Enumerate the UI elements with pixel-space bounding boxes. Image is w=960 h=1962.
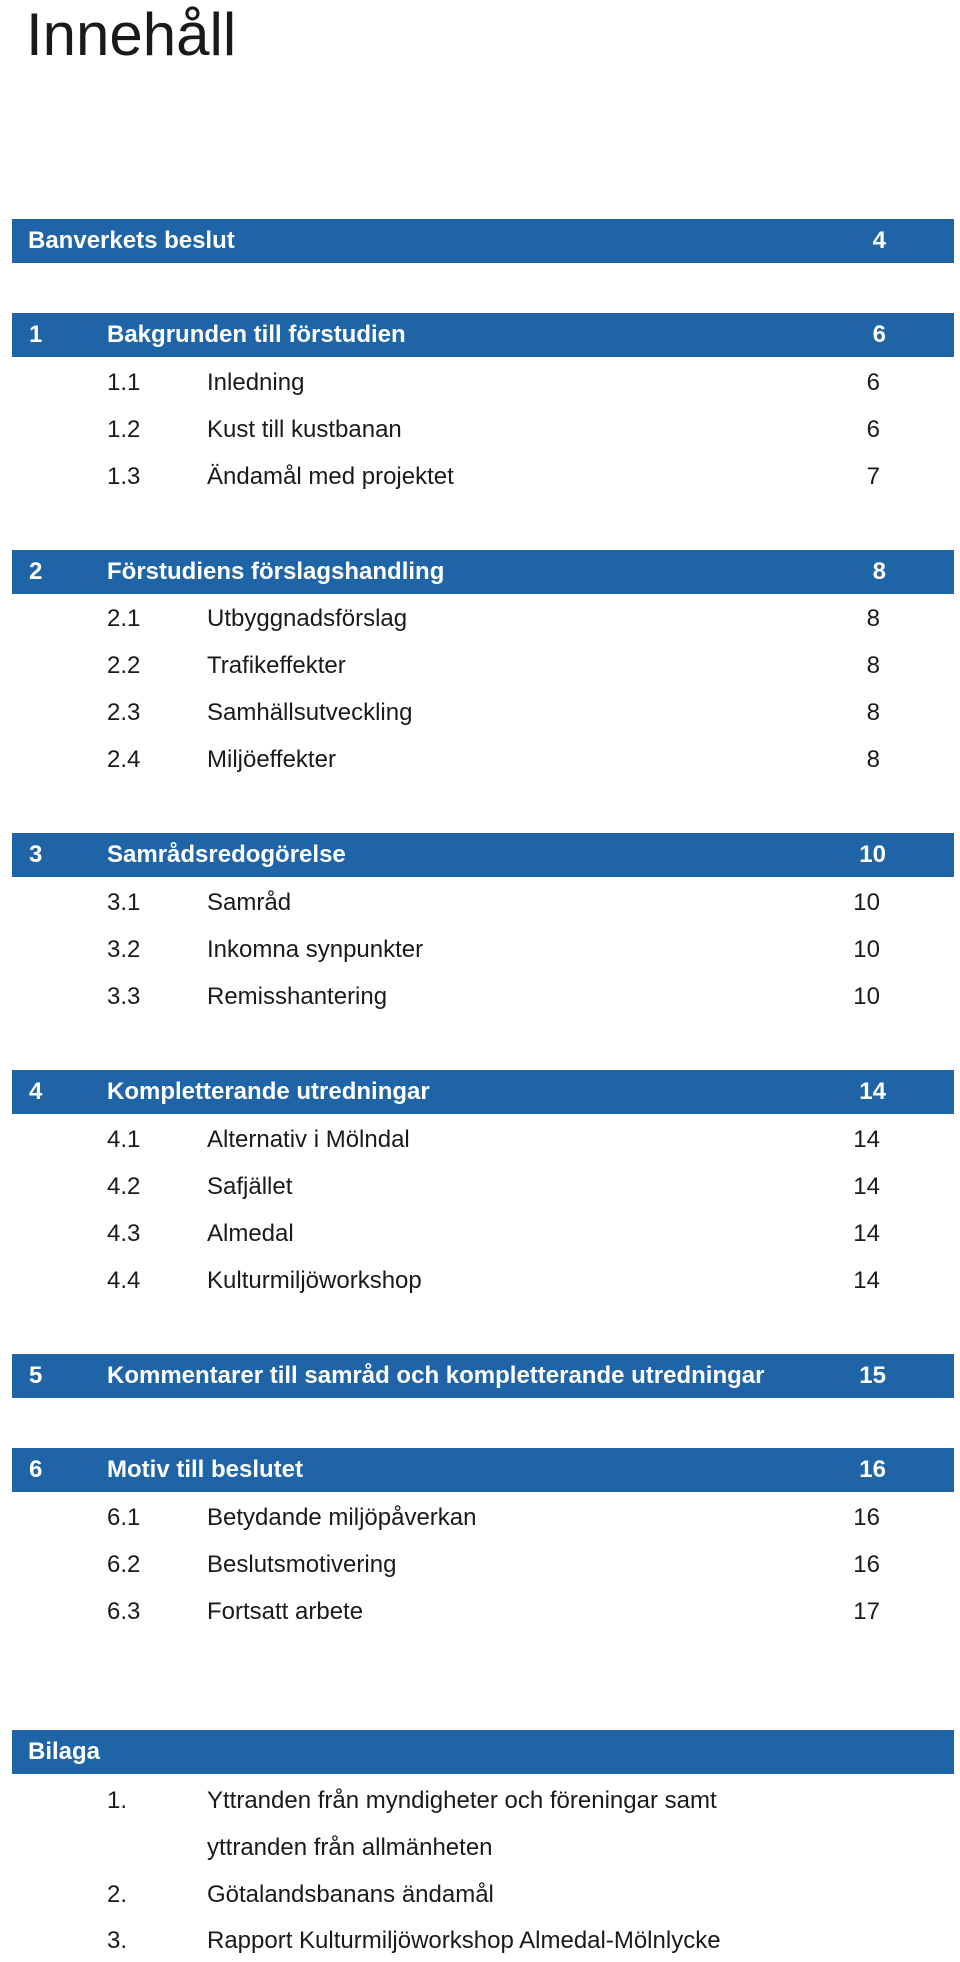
toc-section-label: Samrådsredogörelse: [107, 841, 346, 868]
appendix-item-label: Yttranden från myndigheter och föreningar samt: [207, 1787, 717, 1814]
toc-item-label: Trafikeffekter: [207, 652, 346, 679]
toc-item-label: Miljöeffekter: [207, 746, 336, 773]
toc-item-number: 2.3: [107, 699, 141, 726]
toc-page-number: 14: [859, 1078, 886, 1105]
toc-item-label: Safjället: [207, 1173, 293, 1200]
appendix-item-3[interactable]: [0, 1919, 960, 1962]
toc-page-number: 14: [853, 1173, 880, 1200]
toc-page-number: 14: [853, 1220, 880, 1247]
toc-section-label: Kompletterande utredningar: [107, 1078, 430, 1105]
toc-page-number: 8: [866, 699, 880, 726]
toc-page-number: 6: [866, 369, 880, 396]
toc-page-number: 8: [866, 605, 880, 632]
toc-item-number: 6.2: [107, 1551, 141, 1578]
toc-section-number: 4: [29, 1078, 43, 1105]
appendix-item-number: 3.: [107, 1927, 128, 1954]
toc-item-label: Almedal: [207, 1220, 294, 1247]
toc-section-bilaga[interactable]: [12, 1730, 954, 1774]
toc-item-number: 2.1: [107, 605, 141, 632]
appendix-item-number: 2.: [107, 1881, 128, 1908]
toc-page-number: 10: [859, 841, 886, 868]
toc-page-number: 8: [866, 652, 880, 679]
toc-item-label: Betydande miljöpåverkan: [207, 1504, 477, 1531]
appendix-item-1-continued: [0, 1825, 960, 1871]
toc-item-2-2[interactable]: [0, 643, 960, 689]
toc-item-number: 6.3: [107, 1598, 141, 1625]
toc-page-number: 6: [872, 321, 886, 348]
toc-section-2[interactable]: [12, 550, 954, 594]
toc-item-6-2[interactable]: [0, 1542, 960, 1588]
toc-section-3[interactable]: [12, 833, 954, 877]
toc-item-label: Inkomna synpunkter: [207, 936, 424, 963]
toc-item-number: 4.1: [107, 1126, 141, 1153]
toc-item-label: Utbyggnadsförslag: [207, 605, 408, 632]
toc-item-number: 3.3: [107, 983, 141, 1010]
toc-item-3-1[interactable]: [0, 880, 960, 926]
toc-item-number: 1.1: [107, 369, 141, 396]
appendix-item-label-continued: yttranden från allmänheten: [207, 1834, 493, 1861]
toc-page-number: 10: [853, 936, 880, 963]
toc-section-6[interactable]: [12, 1448, 954, 1492]
page-title: Innehåll: [26, 1, 237, 68]
toc-section-label: Bilaga: [28, 1738, 101, 1765]
toc-item-label: Samhällsutveckling: [207, 699, 413, 726]
toc-item-3-2[interactable]: [0, 927, 960, 973]
toc-item-4-1[interactable]: [0, 1117, 960, 1163]
toc-item-number: 4.4: [107, 1267, 141, 1294]
toc-item-1-1[interactable]: [0, 360, 960, 406]
toc-item-number: 1.3: [107, 463, 141, 490]
appendix-item-label: Rapport Kulturmiljöworkshop Almedal-Mölnlycke: [207, 1927, 721, 1954]
toc-section-4[interactable]: [12, 1070, 954, 1114]
toc-item-number: 3.2: [107, 936, 141, 963]
toc-page-number: 8: [872, 558, 886, 585]
toc-page-number: 8: [866, 746, 880, 773]
appendix-item-number: 1.: [107, 1787, 128, 1814]
toc-item-label: Beslutsmotivering: [207, 1551, 397, 1578]
toc-section-1[interactable]: [12, 313, 954, 357]
toc-item-number: 4.3: [107, 1220, 141, 1247]
toc-page-number: 10: [853, 983, 880, 1010]
toc-page-number: 10: [853, 889, 880, 916]
toc-item-label: Ändamål med projektet: [207, 463, 454, 490]
toc-item-number: 6.1: [107, 1504, 141, 1531]
toc-page-number: 14: [853, 1267, 880, 1294]
appendix-item-label: Götalandsbanans ändamål: [207, 1881, 494, 1908]
toc-item-4-4[interactable]: [0, 1258, 960, 1304]
toc-section-label: Motiv till beslutet: [107, 1456, 304, 1483]
toc-section-number: 6: [29, 1456, 43, 1483]
toc-item-number: 4.2: [107, 1173, 141, 1200]
toc-page-number: 6: [866, 416, 880, 443]
toc-item-4-2[interactable]: [0, 1164, 960, 1210]
toc-item-2-4[interactable]: [0, 737, 960, 783]
toc-item-3-3[interactable]: [0, 974, 960, 1020]
toc-item-2-3[interactable]: [0, 690, 960, 736]
toc-page-number: 17: [853, 1598, 880, 1625]
toc-item-number: 3.1: [107, 889, 141, 916]
toc-section-number: 3: [29, 841, 43, 868]
toc-page-number: 16: [859, 1456, 886, 1483]
toc-item-6-3[interactable]: [0, 1589, 960, 1635]
appendix-item-2[interactable]: [0, 1872, 960, 1918]
toc-item-label: Kulturmiljöworkshop: [207, 1267, 422, 1294]
toc-item-label: Remisshantering: [207, 983, 388, 1010]
toc-item-label: Samråd: [207, 889, 292, 916]
toc-page-number: 7: [866, 463, 880, 490]
toc-page-number: 4: [872, 227, 886, 254]
toc-item-label: Inledning: [207, 369, 305, 396]
toc-section-label: Bakgrunden till förstudien: [107, 321, 406, 348]
toc-section-number: 1: [29, 321, 43, 348]
toc-item-number: 2.4: [107, 746, 141, 773]
appendix-item-1[interactable]: [0, 1778, 960, 1824]
toc-section-label: Förstudiens förslagshandling: [107, 558, 445, 585]
toc-item-2-1[interactable]: [0, 596, 960, 642]
toc-item-6-1[interactable]: [0, 1495, 960, 1541]
toc-item-number: 2.2: [107, 652, 141, 679]
toc-item-label: Kust till kustbanan: [207, 416, 402, 443]
toc-page-number: 16: [853, 1504, 880, 1531]
toc-section-number: 5: [29, 1362, 43, 1389]
toc-section-label: Banverkets beslut: [28, 227, 235, 254]
toc-section-label: Kommentarer till samråd och kompletterande utredningar: [107, 1362, 765, 1389]
toc-item-4-3[interactable]: [0, 1211, 960, 1257]
toc-page-number: 14: [853, 1126, 880, 1153]
toc-section-number: 2: [29, 558, 43, 585]
toc-item-label: Alternativ i Mölndal: [207, 1126, 410, 1153]
toc-item-label: Fortsatt arbete: [207, 1598, 364, 1625]
toc-item-1-3[interactable]: [0, 454, 960, 500]
toc-item-number: 1.2: [107, 416, 141, 443]
toc-page-number: 15: [859, 1362, 886, 1389]
toc-section-banverkets-beslut[interactable]: [12, 219, 954, 263]
toc-page-number: 16: [853, 1551, 880, 1578]
toc-item-1-2[interactable]: [0, 407, 960, 453]
toc-section-5[interactable]: [12, 1354, 954, 1398]
